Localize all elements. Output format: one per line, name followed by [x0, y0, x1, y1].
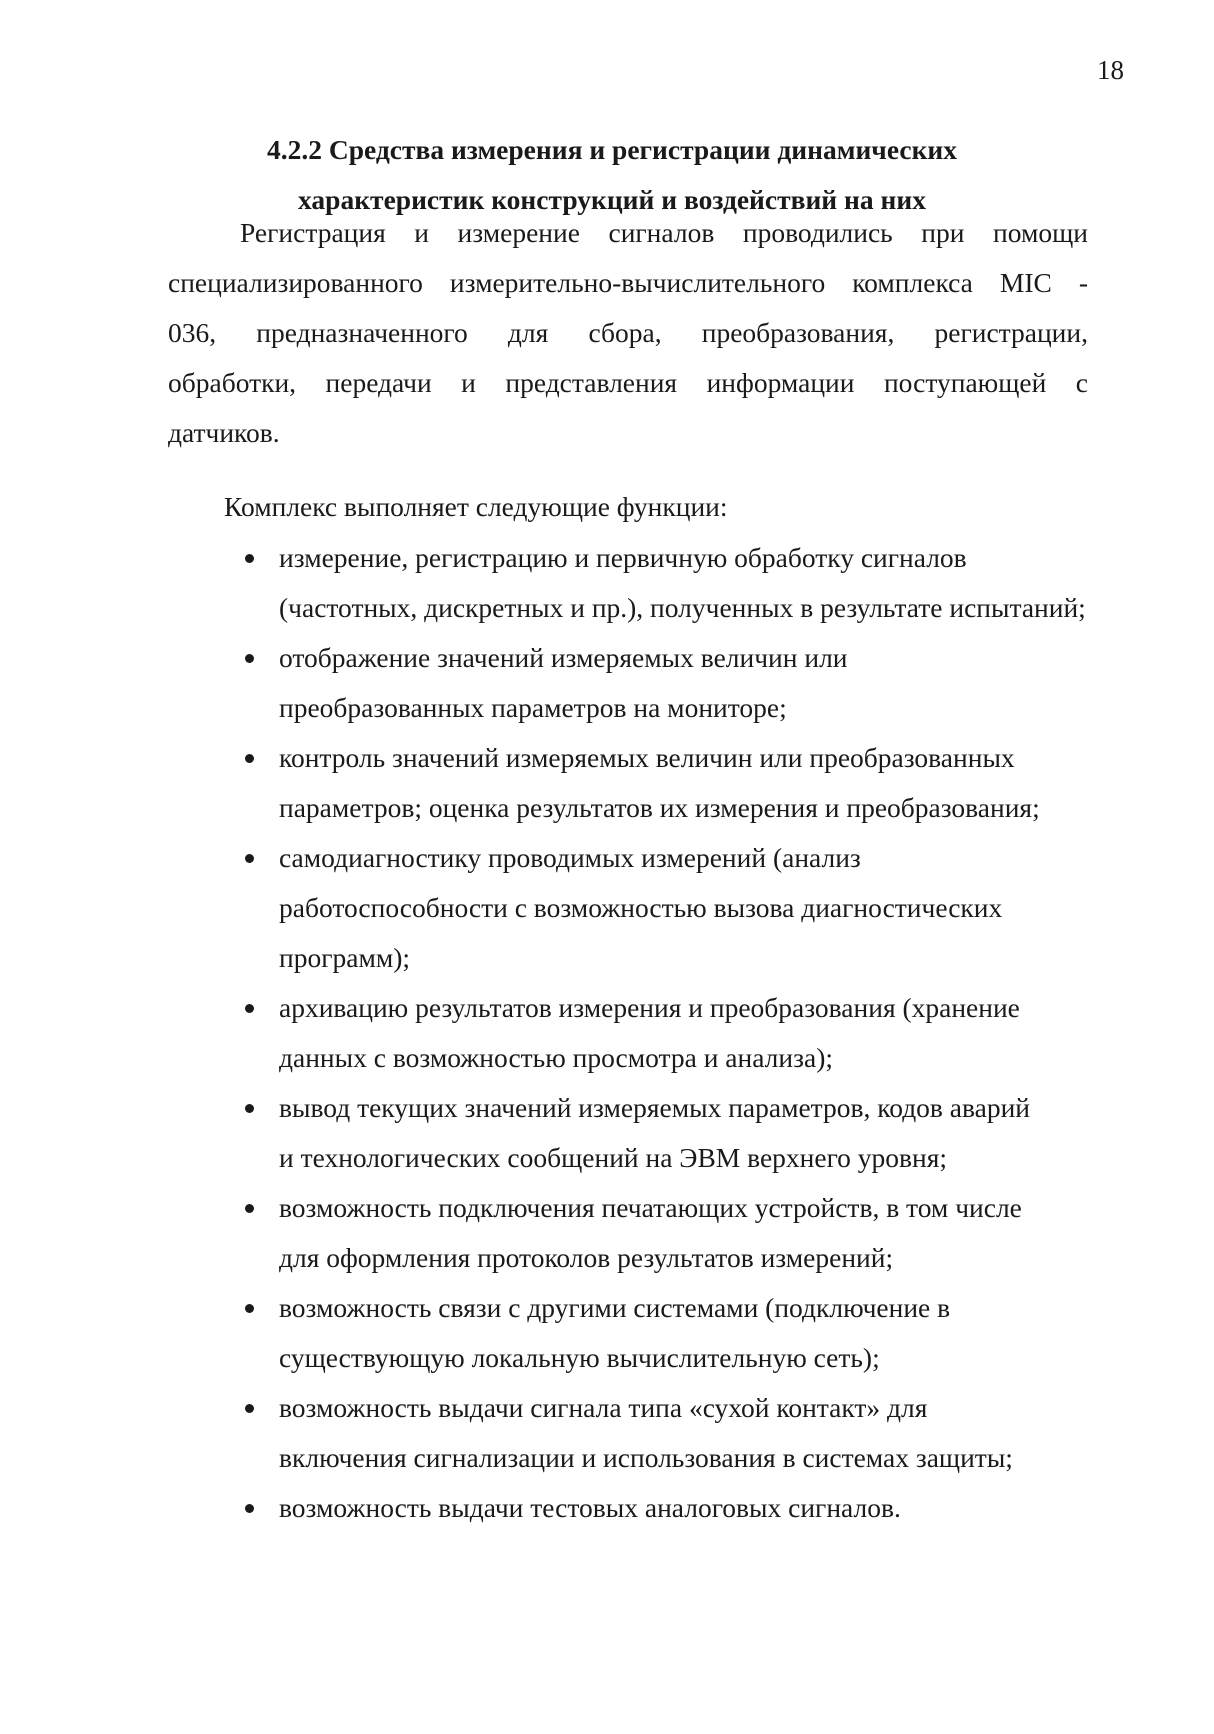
list-item-line: вывод текущих значений измеряемых параметров, кодов аварий [279, 1092, 1031, 1123]
list-item-line: возможность выдачи тестовых аналоговых сигналов. [279, 1492, 901, 1523]
list-item-line: возможность связи с другими системами (подключение в [279, 1292, 951, 1323]
list-item-line: включения сигнализации и использования в системах защиты; [279, 1442, 1013, 1473]
bullet-icon [245, 1304, 254, 1313]
bullet-icon [245, 1204, 254, 1213]
paragraph-registration [168, 208, 1088, 458]
list-item-line: измерение, регистрацию и первичную обработку сигналов [279, 542, 967, 573]
bullet-icon [245, 854, 254, 863]
list-item [0, 1183, 1214, 1283]
paragraph-line: специализированного измерительно-вычислительного комплекса MIC - [168, 267, 1088, 298]
list-item [0, 1083, 1214, 1183]
list-item-line: для оформления протоколов результатов измерений; [279, 1242, 894, 1273]
section-heading-line-1: 4.2.2 Средства измерения и регистрации динамических [266, 134, 958, 165]
list-item [0, 1283, 1214, 1383]
functions-intro: Комплекс выполняет следующие функции: [224, 491, 728, 522]
list-item-line: возможность выдачи сигнала типа «сухой контакт» для [279, 1392, 928, 1423]
bullet-icon [245, 654, 254, 663]
list-item [0, 1383, 1214, 1483]
list-item-line: и технологических сообщений на ЭВМ верхнего уровня; [279, 1142, 948, 1173]
paragraph-line: 036, предназначенного для сбора, преобразования, регистрации, [168, 317, 1088, 348]
list-item-line: преобразованных параметров на мониторе; [279, 692, 787, 723]
paragraph-line: датчиков. [168, 417, 280, 448]
list-item-line: самодиагностику проводимых измерений (анализ [279, 842, 861, 873]
bullet-icon [245, 1504, 254, 1513]
list-item [0, 633, 1214, 733]
list-item-line: программ); [279, 942, 411, 973]
list-item-line: возможность подключения печатающих устройств, в том числе [279, 1192, 1022, 1223]
list-item-line: архивацию результатов измерения и преобразования (хранение [279, 992, 1020, 1023]
list-item [0, 983, 1214, 1083]
list-item [0, 733, 1214, 833]
bullet-icon [245, 554, 254, 563]
bullet-icon [245, 754, 254, 763]
functions-list [0, 533, 1214, 1533]
section-heading-line-2: характеристик конструкций и воздействий на них [298, 184, 926, 215]
bullet-icon [245, 1404, 254, 1413]
bullet-icon [245, 1104, 254, 1113]
list-item-line: контроль значений измеряемых величин или преобразованных [279, 742, 1015, 773]
list-item [0, 533, 1214, 633]
page-number: 18 [1097, 55, 1124, 85]
paragraph-line: Регистрация и измерение сигналов проводились при помощи [240, 217, 1088, 248]
list-item-line: работоспособности с возможностью вызова диагностических [279, 892, 1003, 923]
paragraph-line: обработки, передачи и представления информации поступающей с [168, 367, 1088, 398]
list-item-line: существующую локальную вычислительную сеть); [279, 1342, 880, 1373]
list-item [0, 1483, 1214, 1533]
list-item-line: данных с возможностью просмотра и анализа); [279, 1042, 833, 1073]
bullet-icon [245, 1004, 254, 1013]
list-item-line: отображение значений измеряемых величин или [279, 642, 848, 673]
list-item [0, 833, 1214, 983]
list-item-line: параметров; оценка результатов их измерения и преобразования; [279, 792, 1040, 823]
list-item-line: (частотных, дискретных и пр.), полученных в результате испытаний; [279, 592, 1086, 623]
